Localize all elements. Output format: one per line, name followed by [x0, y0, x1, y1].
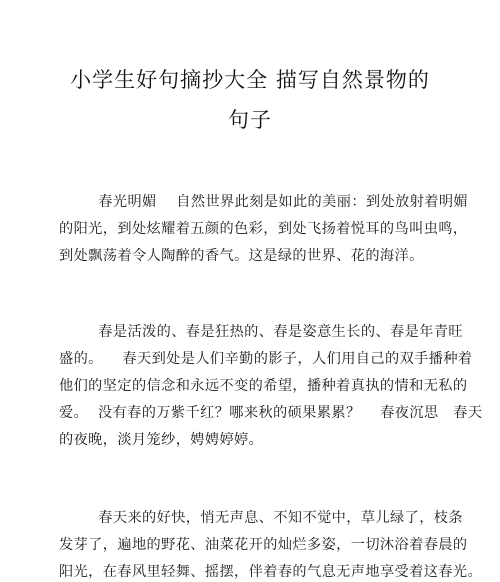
paragraph-3-line-2: 发芽了，遍地的野花、油菜花开的灿烂多姿，一切沐浴着春晨的 [59, 537, 468, 553]
paragraph-1-line-1: 春光明媚 自然世界此刻是如此的美丽：到处放射着明媚 [59, 194, 469, 210]
paragraph-2-line-3: 他们的坚定的信念和永远不变的希望，播种着真执的情和无私的 [59, 378, 468, 394]
page-title-line-1: 小学生好句摘抄大全 描写自然景物的 [70, 68, 430, 92]
paragraph-2-line-5: 的夜晚，淡月笼纱，娉娉婷婷。 [59, 432, 264, 448]
paragraph-2-line-1: 春是活泼的、春是狂热的、春是姿意生长的、春是年青旺 [59, 324, 463, 340]
paragraph-2-line-4: 爱。 没有春的万紫千红？哪来秋的硕果累累？ 春夜沉思 春天 [59, 405, 483, 421]
paragraph-2-line-2: 盛的。 春天到处是人们辛勤的影子，人们用自己的双手播种着 [59, 351, 473, 367]
paragraph-1-line-2: 的阳光，到处炫耀着五颜的色彩，到处飞扬着悦耳的鸟叫虫鸣， [59, 221, 468, 237]
paragraph-1-line-3: 到处飘荡着令人陶醉的香气。这是绿的世界、花的海洋。 [59, 248, 424, 264]
paragraph-3-line-1: 春天来的好快，悄无声息、不知不觉中，草儿绿了，枝条 [59, 510, 463, 526]
page-title-line-2: 句子 [228, 108, 272, 132]
paragraph-3-line-3: 阳光，在春风里轻舞、摇摆，伴着春的气息无声地享受着这春光。 [59, 564, 483, 580]
